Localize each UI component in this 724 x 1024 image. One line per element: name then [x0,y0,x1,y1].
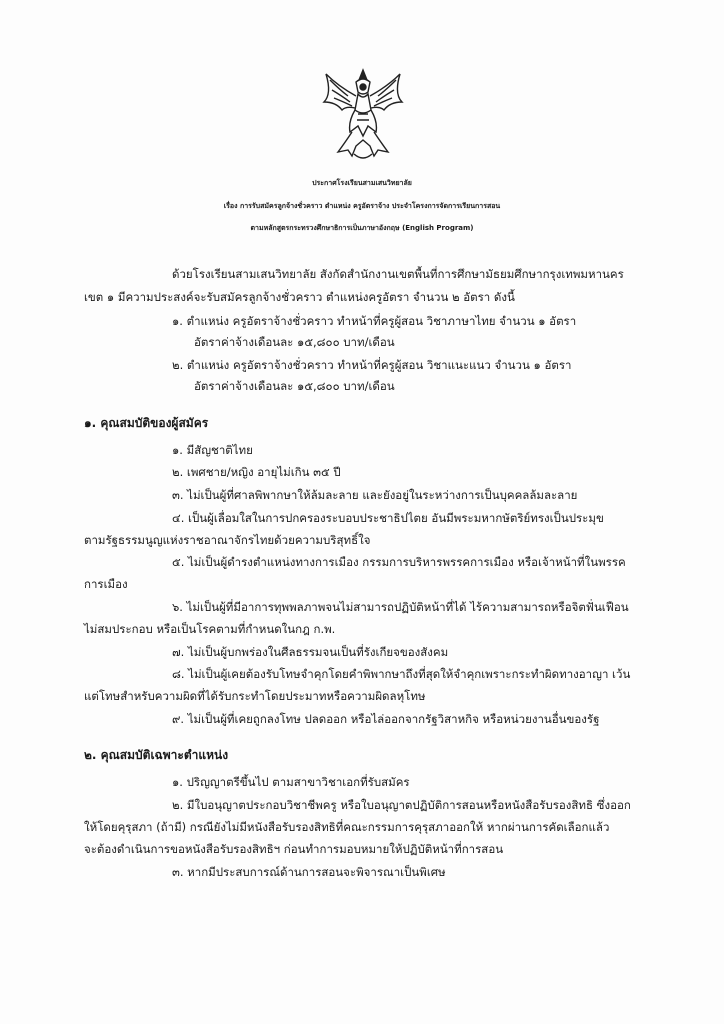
section2-item2-line1: ๒. มีใบอนุญาตประกอบวิชาชีพครู หรือใบอนุญาตปฏิบัติการสอนหรือหนังสือรับรองสิทธิ ซึ่งออก [172,798,631,812]
section1-item8-line1: ๘. ไม่เป็นผู้เคยต้องรับโทษจำคุกโดยคำพิพากษาถึงที่สุดให้จำคุกเพราะกระทำผิดทางอาญา เว้น [172,667,631,681]
announcement-subject-line2: ตามหลักสูตรกระทรวงศึกษาธิการเป็นภาษาอังกฤษ (English Program) [250,224,474,232]
position2-line1: ๒. ตำแหน่ง ครูอัตราจ้างชั่วคราว ทำหน้าที่ครูผู้สอน วิชาแนะแนว จำนวน ๑ อัตรา [172,358,572,372]
section1-item5-line2: การเมือง [84,577,128,591]
section2-item3: ๓. หากมีประสบการณ์ด้านการสอนจะพิจารณาเป็นพิเศษ [172,865,446,879]
announcement-title: ประกาศโรงเรียนสามเสนวิทยาลัย [312,179,412,187]
section2-item2-line2: ให้โดยคุรุสภา (ถ้ามี) กรณียังไม่มีหนังสือรับรองสิทธิที่คณะกรรมการคุรุสภาออกให้ หากผ่านการคัดเลือกแล้ว [84,820,610,834]
section2-heading: ๒. คุณสมบัติเฉพาะตำแหน่ง [84,748,229,762]
section1-item4-line2: ตามรัฐธรรมนูญแห่งราชอาณาจักรไทยด้วยความบริสุทธิ์ใจ [84,533,371,547]
section1-item2: ๒. เพศชาย/หญิง อายุไม่เกิน ๓๕ ปี [172,465,341,479]
garuda-emblem-icon [318,66,408,164]
intro-line1: ด้วยโรงเรียนสามเสนวิทยาลัย สังกัดสำนักงานเขตพื้นที่การศึกษามัธยมศึกษากรุงเทพมหานคร [172,267,624,281]
section1-item1: ๑. มีสัญชาติไทย [172,443,253,457]
section1-item4-line1: ๔. เป็นผู้เลื่อมใสในการปกครองระบอบประชาธิปไตย อันมีพระมหากษัตริย์ทรงเป็นประมุข [172,511,604,525]
position1-line1: ๑. ตำแหน่ง ครูอัตราจ้างชั่วคราว ทำหน้าที่ครูผู้สอน วิชาภาษาไทย จำนวน ๑ อัตรา [172,314,577,328]
section1-item7: ๗. ไม่เป็นผู้บกพร่องในศีลธรรมจนเป็นที่รังเกียจของสังคม [172,645,449,659]
section2-item2-line3: จะต้องดำเนินการขอหนังสือรับรองสิทธิฯ ก่อนทำการมอบหมายให้ปฏิบัติหน้าที่การสอน [84,842,504,856]
intro-line2: เขต ๑ มีความประสงค์จะรับสมัครลูกจ้างชั่วคราว ตำแหน่งครูอัตรา จำนวน ๒ อัตรา ดังนี้ [84,290,515,304]
section1-item3: ๓. ไม่เป็นผู้ที่ศาลพิพากษาให้ล้มละลาย และยังอยู่ในระหว่างการเป็นบุคคลล้มละลาย [172,488,578,502]
section1-item6-line2: ไม่สมประกอบ หรือเป็นโรคตามที่กำหนดในกฎ ก.พ. [84,622,336,636]
section1-item9: ๙. ไม่เป็นผู้ที่เคยถูกลงโทษ ปลดออก หรือไล่ออกจากรัฐวิสาหกิจ หรือหน่วยงานอื่นของรัฐ [172,712,600,726]
announcement-subject: เรื่อง การรับสมัครลูกจ้างชั่วคราว ตำแหน่ง ครูอัตราจ้าง ประจำโครงการจัดการเรียนการสอน [223,202,501,210]
section2-item1: ๑. ปริญญาตรีขึ้นไป ตามสาขาวิชาเอกที่รับสมัคร [172,775,410,789]
position1-salary: อัตราค่าจ้างเดือนละ ๑๕,๘๐๐ บาท/เดือน [194,335,395,349]
section1-heading: ๑. คุณสมบัติของผู้สมัคร [84,416,209,430]
section1-item6-line1: ๖. ไม่เป็นผู้ที่มีอาการทุพพลภาพจนไม่สามารถปฏิบัติหน้าที่ได้ ไร้ความสามารถหรือจิตฟั่นเฟือน [172,600,629,614]
position2-salary: อัตราค่าจ้างเดือนละ ๑๕,๘๐๐ บาท/เดือน [194,379,395,393]
section1-item5-line1: ๕. ไม่เป็นผู้ดำรงตำแหน่งทางการเมือง กรรมการบริหารพรรคการเมือง หรือเจ้าหน้าที่ในพรรค [172,555,626,569]
section1-item8-line2: แต่โทษสำหรับความผิดที่ได้รับกระทำโดยประมาทหรือความผิดลหุโทษ [84,689,426,703]
